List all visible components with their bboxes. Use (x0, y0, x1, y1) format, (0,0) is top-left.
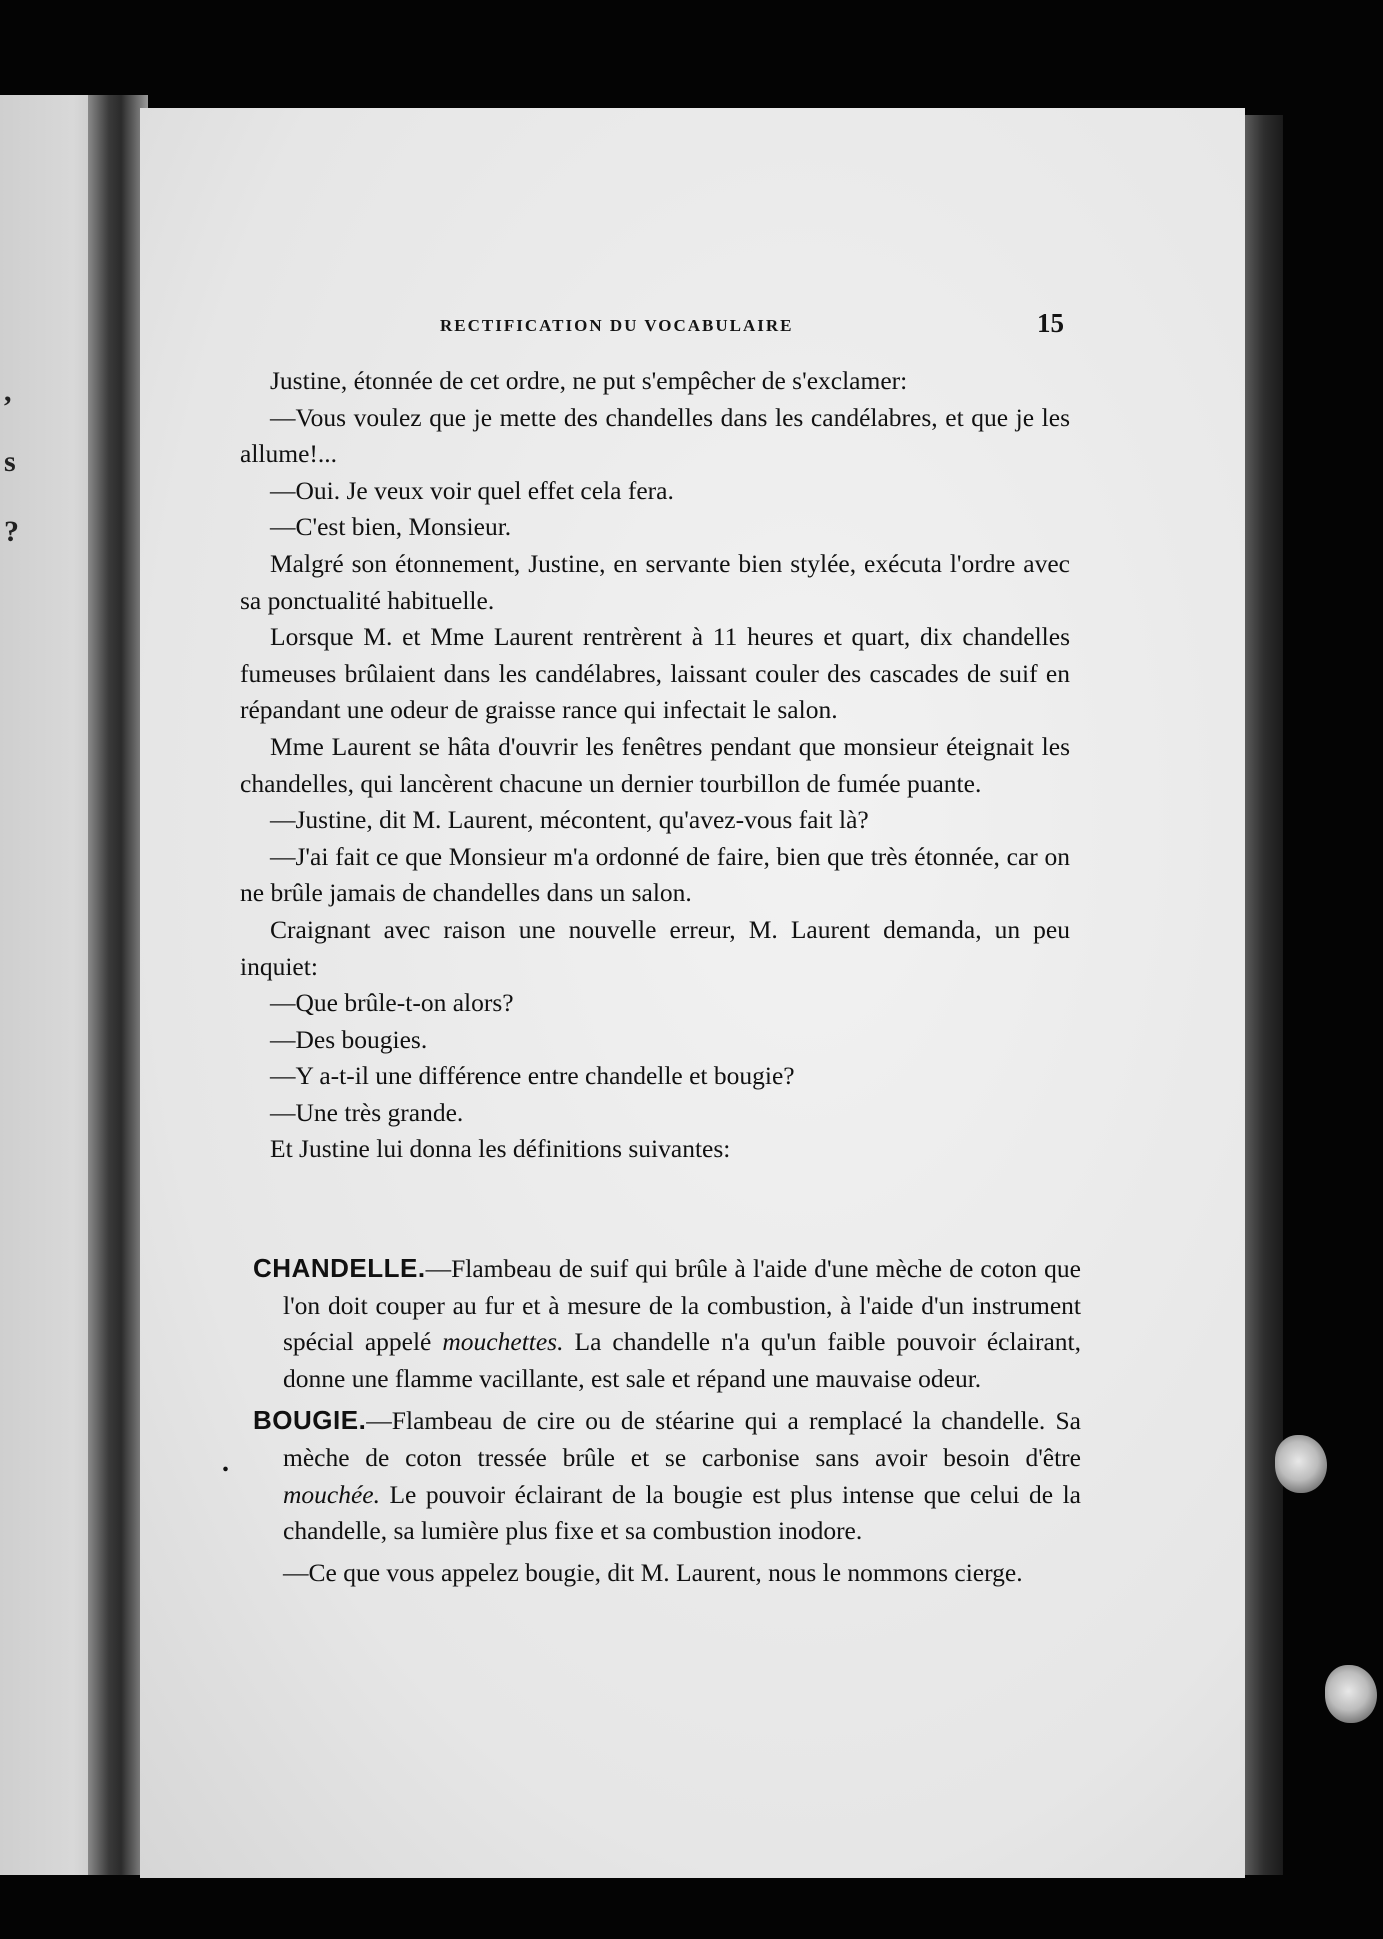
paragraph: Et Justine lui donna les définitions suivantes: (270, 1134, 731, 1164)
paragraph: —C'est bien, Monsieur. (270, 512, 512, 542)
paragraph: Mme Laurent se hâta d'ouvrir les fenêtres pendant que monsieur éteignait les chandelles, qui lancèrent chacune un dernier tourbillon de fumée puante. (240, 731, 1070, 798)
definitions (253, 1250, 1081, 1591)
definition-chandelle (253, 1250, 1081, 1397)
paragraph: Craignant avec raison une nouvelle erreur, M. Laurent demanda, un peu inquiet: (240, 914, 1070, 981)
page-number: 15 (1037, 308, 1064, 338)
definition-text: —Flambeau de suif qui brûle à l'aide d'une mèche de coton que l'on doit couper au fur et à mesure de la combustion, à l'aide d'un instrument spécial appelé (283, 1254, 1081, 1357)
paragraph: Malgré son étonnement, Justine, en servante bien stylée, exécuta l'ordre avec sa ponctualité habituelle. (240, 548, 1070, 615)
book-gutter (88, 95, 148, 1875)
paragraph: —Vous voulez que je mette des chandelles dans les candélabres, et que je les allume!... (240, 402, 1070, 469)
paragraph: —Justine, dit M. Laurent, mécontent, qu'avez-vous fait là? (270, 805, 869, 835)
running-head: RECTIFICATION DU VOCABULAIRE (440, 316, 794, 335)
left-page-fragment: , (4, 375, 12, 408)
definition-text: —Flambeau de cire ou de stéarine qui a remplacé la chandelle. Sa mèche de coton tressée brûle et se carbonise sans avoir besoin d'être (283, 1406, 1081, 1472)
definition-bougie (253, 1402, 1081, 1549)
paragraph: —Oui. Je veux voir quel effet cela fera. (270, 475, 674, 505)
definition-text: La chandelle n'a qu'un faible pouvoir éclairant, donne une flamme vacillante, est sale et répand une mauvaise odeur. (283, 1327, 1081, 1393)
scan-artifact (1325, 1665, 1377, 1723)
definition-italic: mouchettes. (442, 1327, 564, 1357)
definition-term: BOUGIE. (253, 1405, 367, 1436)
paragraph: Justine, étonnée de cet ordre, ne put s'empêcher de s'exclamer: (270, 366, 908, 395)
right-binding-edge (1245, 115, 1283, 1875)
definition-term: CHANDELLE. (253, 1253, 426, 1283)
scan-artifact (1275, 1435, 1327, 1493)
body-text (240, 363, 1070, 1168)
bullet-mark: . (222, 1447, 229, 1478)
left-page-fragment: ? (4, 515, 19, 548)
definition-text: Le pouvoir éclairant de la bougie est plus intense que celui de la chandelle, sa lumière plus fixe et sa combustion inodore. (283, 1479, 1081, 1546)
paragraph: —Des bougies. (270, 1024, 428, 1054)
paragraph: Lorsque M. et Mme Laurent rentrèrent à 11 heures et quart, dix chandelles fumeuses brûlaient dans les candélabres, laissant couler des cascades de suif en répandant une odeur de graisse rance qui infectait le salon. (240, 622, 1070, 725)
paragraph: —J'ai fait ce que Monsieur m'a ordonné de faire, bien que très étonnée, car on ne brûle jamais de chandelles dans un salon. (240, 841, 1070, 908)
definition-italic: mouchée. (283, 1479, 380, 1509)
paragraph: —Y a-t-il une différence entre chandelle et bougie? (270, 1061, 795, 1091)
left-page-fragment: s (4, 445, 16, 478)
paragraph: —Une très grande. (270, 1097, 464, 1127)
paragraph: —Que brûle-t-on alors? (270, 988, 514, 1018)
closing-paragraph: —Ce que vous appelez bougie, dit M. Laurent, nous le nommons cierge. (283, 1557, 1023, 1587)
